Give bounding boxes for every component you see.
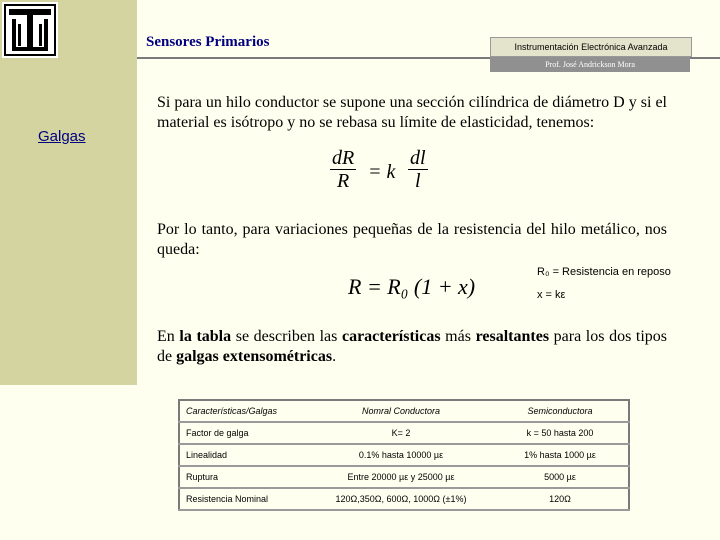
text-segment: En bbox=[157, 328, 180, 345]
table-cell: Linealidad bbox=[179, 444, 310, 466]
gauge-comparison-table bbox=[178, 399, 630, 511]
table-cell: Ruptura bbox=[179, 466, 310, 488]
table-cell: Factor de galga bbox=[179, 422, 310, 444]
text-emphasis: resaltantes bbox=[475, 328, 550, 345]
fraction-numerator: dl bbox=[410, 147, 426, 169]
sidebar-link-galgas[interactable]: Galgas bbox=[38, 128, 86, 145]
equals-k: = k bbox=[368, 161, 396, 183]
fraction-denominator: R bbox=[337, 170, 350, 192]
page-title: Sensores Primarios bbox=[146, 34, 270, 50]
table-cell: 0.1% hasta 10000 µε bbox=[310, 444, 492, 466]
table-cell: K= 2 bbox=[310, 422, 492, 444]
logo-icon bbox=[2, 2, 58, 58]
paragraph-1: Si para un hilo conductor se supone una sección cilíndrica de diámetro D y si el material es isótropo y no se rebasa su límite de elasticidad, tenemos: bbox=[157, 94, 667, 131]
table-cell: 120Ω,350Ω, 600Ω, 1000Ω (±1%) bbox=[310, 488, 492, 510]
table-cell: Resistencia Nominal bbox=[179, 488, 310, 510]
fraction-numerator: dR bbox=[332, 147, 355, 169]
table-cell: 5000 µε bbox=[492, 466, 629, 488]
table-header-cell: Nomral Conductora bbox=[310, 400, 492, 422]
table-cell: 1% hasta 1000 µε bbox=[492, 444, 629, 466]
table-row bbox=[179, 466, 629, 488]
formula-dr-r bbox=[330, 145, 440, 203]
text-emphasis: galgas extensométricas bbox=[176, 348, 333, 365]
text-segment: . bbox=[332, 348, 337, 365]
professor-label: Prof. José Andrickson Mora bbox=[490, 57, 690, 72]
table-row bbox=[179, 488, 629, 510]
fraction-dl-over-l bbox=[408, 147, 428, 192]
table-cell: k = 50 hasta 200 bbox=[492, 422, 629, 444]
paragraph-2: Por lo tanto, para variaciones pequeñas de la resistencia del hilo metálico, nos queda: bbox=[157, 221, 667, 258]
fraction-dr-over-r bbox=[330, 147, 356, 192]
table-cell: 120Ω bbox=[492, 488, 629, 510]
table-row bbox=[179, 444, 629, 466]
text-segment: se describen las bbox=[231, 328, 342, 345]
table-header-cell: Semiconductora bbox=[492, 400, 629, 422]
text-emphasis: características bbox=[341, 328, 441, 345]
table-cell: Entre 20000 µε y 25000 µε bbox=[310, 466, 492, 488]
paragraph-3 bbox=[157, 327, 667, 367]
table-header-cell: Características/Galgas bbox=[179, 400, 310, 422]
course-label: Instrumentación Electrónica Avanzada bbox=[490, 37, 692, 57]
table-header-row bbox=[179, 400, 629, 422]
note-r0: R₀ = Resistencia en reposo bbox=[537, 266, 671, 278]
note-x: x = kε bbox=[537, 289, 566, 301]
text-segment: para los dos tipos de bbox=[157, 328, 668, 365]
table-row bbox=[179, 422, 629, 444]
formula-r: R = R₀ (1 + x) bbox=[348, 274, 476, 299]
fraction-denominator: l bbox=[415, 170, 421, 192]
text-segment: más bbox=[440, 328, 476, 345]
text-emphasis: la tabla bbox=[179, 328, 232, 345]
